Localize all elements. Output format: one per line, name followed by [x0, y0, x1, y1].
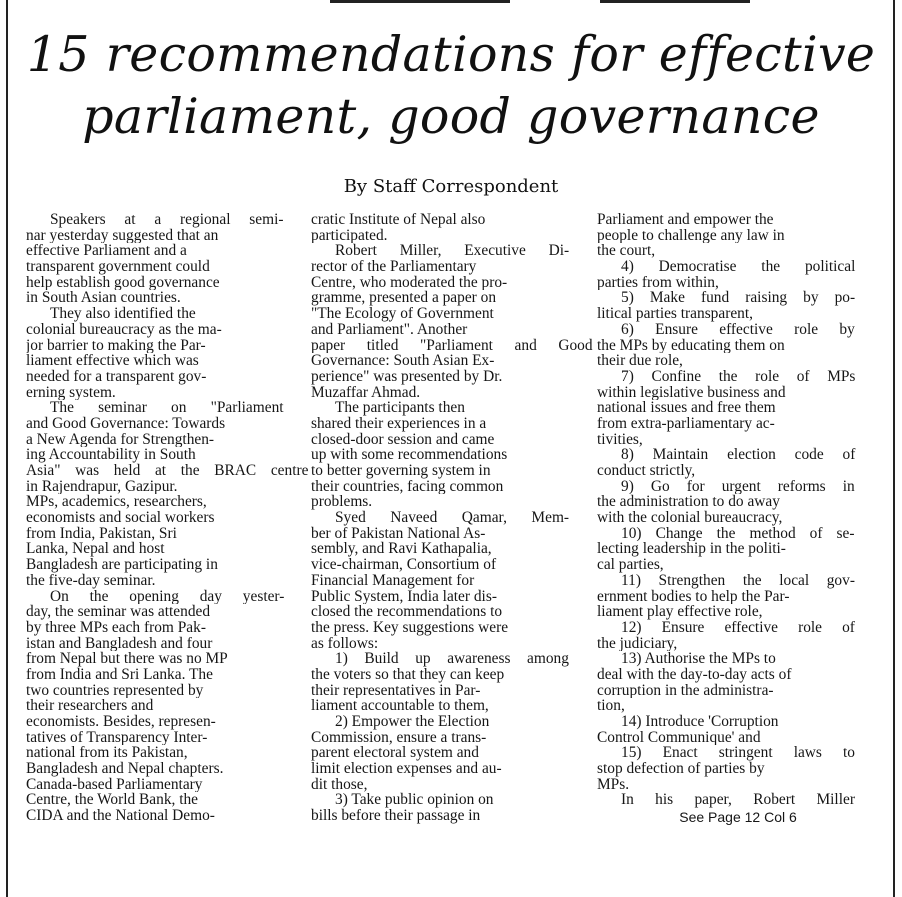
article-text-line: problems.	[311, 494, 373, 511]
article-text-line: Centre, who moderated the pro-	[311, 274, 508, 291]
top-rule	[0, 0, 902, 8]
article-text-line: 9) Go for urgent reforms in	[621, 478, 855, 495]
article-text-line: dit those,	[311, 776, 368, 793]
article-text-line: colonial bureaucracy as the ma-	[26, 321, 222, 338]
article-text-line: Parliament and empower the	[597, 212, 774, 228]
right-border-rule	[893, 0, 895, 897]
article-text-line: ing Accountability in South	[26, 447, 196, 463]
article-text-line: parties from within,	[597, 274, 719, 291]
article-text-line: from India and Sri Lanka. The	[26, 666, 213, 683]
article-text-line: Control Communique' and	[597, 729, 761, 746]
article-text-line: 8) Maintain election code of	[621, 447, 856, 463]
article-text-line: participated.	[311, 227, 388, 244]
article-text-line: parent electoral system and	[311, 745, 479, 762]
article-text-line: needed for a transparent gov-	[26, 368, 207, 385]
article-text-line: paper titled "Parliament and Good	[311, 337, 593, 354]
left-border-rule	[6, 0, 8, 897]
article-text-line: effective Parliament and a	[26, 243, 187, 260]
article-text-line: The participants then	[335, 400, 465, 416]
article-text-line: 15) Enact stringent laws to	[621, 745, 855, 762]
article-text-line: CIDA and the National Demo-	[26, 808, 215, 824]
article-text-line: rector of the Parliamentary	[311, 259, 477, 275]
article-text-line: from India, Pakistan, Sri	[26, 525, 177, 542]
article-text-line: bills before their passage in	[311, 808, 481, 824]
article-text-line: shared their experiences in a	[311, 415, 487, 432]
article-text-line: vice-chairman, Consortium of	[311, 557, 497, 573]
article-text-line: national from its Pakistan,	[26, 745, 188, 762]
article-column-3	[597, 212, 879, 826]
article-text-line: the voters so that they can keep	[311, 666, 505, 683]
article-text-line: liament effective which was	[26, 353, 199, 369]
article-text-line: 3) Take public opinion on	[335, 792, 494, 809]
article-text-line: from extra-parliamentary ac-	[597, 415, 775, 432]
article-text-line: the judiciary,	[597, 635, 678, 652]
article-text-line: tion,	[597, 698, 625, 714]
article-text-line: a New Agenda for Strengthen-	[26, 431, 215, 448]
byline: By Staff Correspondent	[343, 176, 559, 197]
article-text-line: Governance: South Asian Ex-	[311, 353, 495, 369]
article-text-line: Syed Naveed Qamar, Mem-	[335, 510, 570, 526]
article-text-line: 12) Ensure effective role of	[621, 619, 855, 636]
article-text-line: perience" was presented by Dr.	[311, 368, 503, 385]
article-column-2	[311, 212, 593, 824]
article-text-line: 14) Introduce 'Corruption	[621, 714, 779, 730]
article-text-line: 4) Democratise the political	[621, 259, 856, 275]
article-text-line: litical parties transparent,	[597, 306, 753, 322]
article-text-line: Muzaffar Ahmad.	[311, 384, 421, 401]
article-text-line: 6) Ensure effective role by	[621, 321, 855, 338]
article-text-line: Lanka, Nepal and host	[26, 541, 165, 558]
article-text-line: 2) Empower the Election	[335, 714, 490, 730]
article-text-line: 5) Make fund raising by po-	[621, 290, 856, 307]
article-text-line: limit election expenses and au-	[311, 761, 502, 777]
article-text-line: economists. Besides, represen-	[26, 714, 216, 730]
article-text-line: their representatives in Par-	[311, 682, 481, 699]
article-text-line: Bangladesh and Nepal chapters.	[26, 761, 224, 777]
article-text-line: istan and Bangladesh and four	[26, 635, 213, 652]
article-text-line: the MPs by educating them on	[597, 337, 785, 354]
article-text-line: lecting leadership in the politi-	[597, 541, 786, 558]
article-text-line: closed-door session and came	[311, 431, 495, 448]
article-column-1	[26, 212, 308, 824]
article-text-line: 13) Authorise the MPs to	[621, 651, 776, 667]
article-text-line: liament play effective role,	[597, 604, 763, 620]
article-text-line: day, the seminar was attended	[26, 604, 211, 620]
article-text-line: liament accountable to them,	[311, 698, 489, 714]
article-text-line: 1) Build up awareness among	[335, 651, 569, 667]
article-text-line: cal parties,	[597, 557, 664, 573]
article-text-line: people to challenge any law in	[597, 227, 785, 244]
article-text-line: 10) Change the method of se-	[621, 525, 855, 542]
article-text-line: in South Asian countries.	[26, 290, 181, 307]
article-text-line: the court,	[597, 243, 656, 260]
article-text-line: The seminar on "Parliament	[50, 400, 284, 416]
article-text-line: with the colonial bureaucracy,	[597, 510, 783, 526]
article-text-line: deal with the day-to-day acts of	[597, 666, 792, 683]
article-text-line: their countries, facing common	[311, 478, 504, 495]
article-text-line: their researchers and	[26, 698, 154, 714]
article-text-line: up with some recommendations	[311, 447, 508, 463]
article-text-line: jor barrier to making the Par-	[26, 337, 206, 354]
article-text-line: and Parliament". Another	[311, 321, 468, 338]
article-text-line: help establish good governance	[26, 274, 220, 291]
article-text-line: closed the recommendations to	[311, 604, 503, 620]
article-text-line: the press. Key suggestions were	[311, 619, 509, 636]
article-text-line: two countries represented by	[26, 682, 204, 699]
article-text-line: cratic Institute of Nepal also	[311, 212, 486, 228]
article-text-line: by three MPs each from Pak-	[26, 619, 206, 636]
article-text-line: their due role,	[597, 353, 683, 369]
article-text-line: in Rajendrapur, Gazipur.	[26, 478, 178, 495]
article-text-line: gramme, presented a paper on	[311, 290, 497, 307]
article-text-line: 11) Strengthen the local gov-	[621, 572, 855, 589]
article-text-line: ber of Pakistan National As-	[311, 525, 486, 542]
article-text-line: the administration to do away	[597, 494, 780, 511]
article-text-line: to better governing system in	[311, 463, 491, 479]
article-text-line: national issues and free them	[597, 400, 776, 416]
article-text-line: sembly, and Ravi Kathapalia,	[311, 541, 492, 558]
article-text-line: Asia" was held at the BRAC centre	[26, 463, 308, 479]
article-text-line: 7) Confine the role of MPs	[621, 368, 856, 385]
article-text-line: Robert Miller, Executive Di-	[335, 243, 570, 260]
article-text-line: conduct strictly,	[597, 463, 696, 479]
article-text-line: nar yesterday suggested that an	[26, 227, 219, 244]
article-text-line: transparent government could	[26, 259, 210, 275]
article-text-line: Financial Management for	[311, 572, 475, 589]
article-text-line: as follows:	[311, 635, 379, 652]
article-text-line: within legislative business and	[597, 384, 786, 401]
article-text-line: MPs, academics, researchers,	[26, 494, 207, 511]
headline	[18, 24, 884, 148]
article-text-line: and Good Governance: Towards	[26, 415, 226, 432]
article-text-line: "The Ecology of Government	[311, 306, 494, 322]
headline-line-1: 15 recommendations for effective	[26, 26, 876, 83]
article-text-line: ernment bodies to help the Par-	[597, 588, 790, 605]
article-text-line: economists and social workers	[26, 510, 215, 526]
article-text-line: tatives of Transparency Inter-	[26, 729, 208, 746]
article-text-line: Speakers at a regional semi-	[50, 212, 284, 228]
article-text-line: corruption in the administra-	[597, 682, 774, 699]
headline-line-2: parliament, good governance	[82, 88, 820, 145]
article-text-line: In his paper, Robert Miller	[621, 792, 855, 809]
article-text-line: They also identified the	[50, 306, 196, 322]
article-text-line: tivities,	[597, 431, 643, 448]
article-text-line: erning system.	[26, 384, 116, 401]
article-text-line: from Nepal but there was no MP	[26, 651, 228, 667]
article-text-line: Public System, India later dis-	[311, 588, 497, 605]
article-text-line: Bangladesh are participating in	[26, 557, 218, 573]
article-text-line: MPs.	[597, 776, 630, 793]
article-text-line: stop defection of parties by	[597, 761, 765, 777]
article-text-line: Centre, the World Bank, the	[26, 792, 199, 809]
article-text-line: the five-day seminar.	[26, 572, 156, 589]
article-text-line: On the opening day yester-	[50, 588, 285, 605]
article-text-line: Canada-based Parliamentary	[26, 776, 203, 793]
article-text-line: Commission, ensure a trans-	[311, 729, 487, 746]
continued-on-page-note: See Page 12 Col 6	[679, 809, 797, 826]
